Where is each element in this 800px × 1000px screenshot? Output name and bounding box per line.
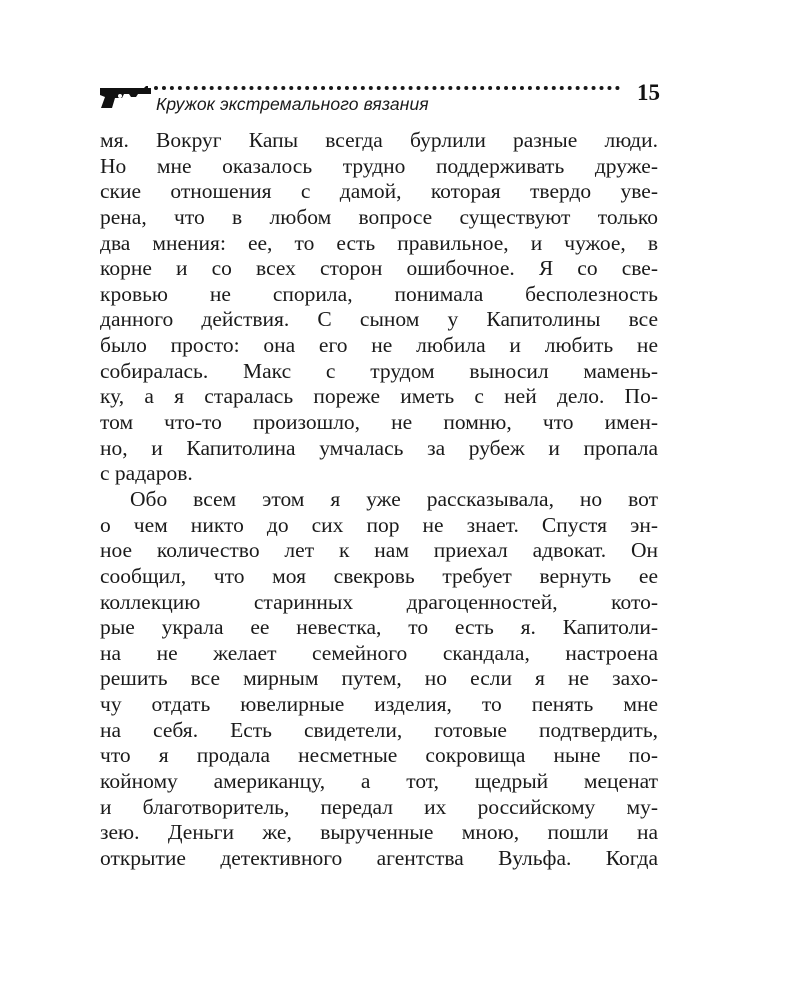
text-line: открытие детективного агентства Вульфа. Когда xyxy=(100,845,658,870)
text-line: два мнения: ее, то есть правильное, и чужое, в xyxy=(100,230,658,255)
text-line: и благотворитель, передал их российскому му- xyxy=(100,794,658,819)
header-dotted-rule xyxy=(154,86,620,90)
text-line: ку, а я старалась пореже иметь с ней дело. По- xyxy=(100,384,658,409)
text-line: ские отношения с дамой, которая твердо уве- xyxy=(100,179,658,204)
running-title: Кружок экстремального вязания xyxy=(156,94,429,114)
text-line: но, и Капитолина умчалась за рубеж и пропала xyxy=(100,435,658,460)
text-line: что я продала несметные сокровища ныне по- xyxy=(100,743,658,768)
running-header xyxy=(98,78,662,118)
text-line: корне и со всех сторон ошибочное. Я со све- xyxy=(100,256,658,281)
text-line: зею. Деньги же, вырученные мною, пошли на xyxy=(100,820,658,845)
text-line: том что-то произошло, не помню, что имен- xyxy=(100,410,658,435)
revolver-icon xyxy=(98,84,152,110)
text-line: рена, что в любом вопросе существуют только xyxy=(100,204,658,229)
text-line: коллекцию старинных драгоценностей, кото- xyxy=(100,589,658,614)
text-line: данного действия. С сыном у Капитолины все xyxy=(100,307,658,332)
text-line: Но мне оказалось трудно поддерживать друже- xyxy=(100,153,658,178)
text-line: было просто: она его не любила и любить не xyxy=(100,333,658,358)
text-line: на не желает семейного скандала, настроена xyxy=(100,640,658,665)
text-line: мя. Вокруг Капы всегда бурлили разные люди. xyxy=(100,128,658,152)
text-line: рые украла ее невестка, то есть я. Капитоли- xyxy=(100,615,658,640)
page-number: 15 xyxy=(637,80,660,105)
body-text xyxy=(100,128,658,872)
text-line: о чем никто до сих пор не знает. Спустя эн- xyxy=(100,512,658,537)
text-line: кровью не спорила, понимала бесполезность xyxy=(100,281,658,306)
text-line: койному американцу, а тот, щедрый меценат xyxy=(100,769,658,794)
text-line: Обо всем этом я уже рассказывала, но вот xyxy=(130,486,658,511)
text-line: сообщил, что моя свекровь требует вернуть ее xyxy=(100,563,658,588)
text-line: собиралась. Макс с трудом выносил мамень- xyxy=(100,358,658,383)
text-line: на себя. Есть свидетели, готовые подтвердить, xyxy=(100,717,658,742)
text-line: с радаров. xyxy=(100,461,193,486)
text-line: ное количество лет к нам приехал адвокат. Он xyxy=(100,538,658,563)
text-line: решить все мирным путем, но если я не захо- xyxy=(100,666,658,691)
text-line: чу отдать ювелирные изделия, то пенять мне xyxy=(100,692,658,717)
